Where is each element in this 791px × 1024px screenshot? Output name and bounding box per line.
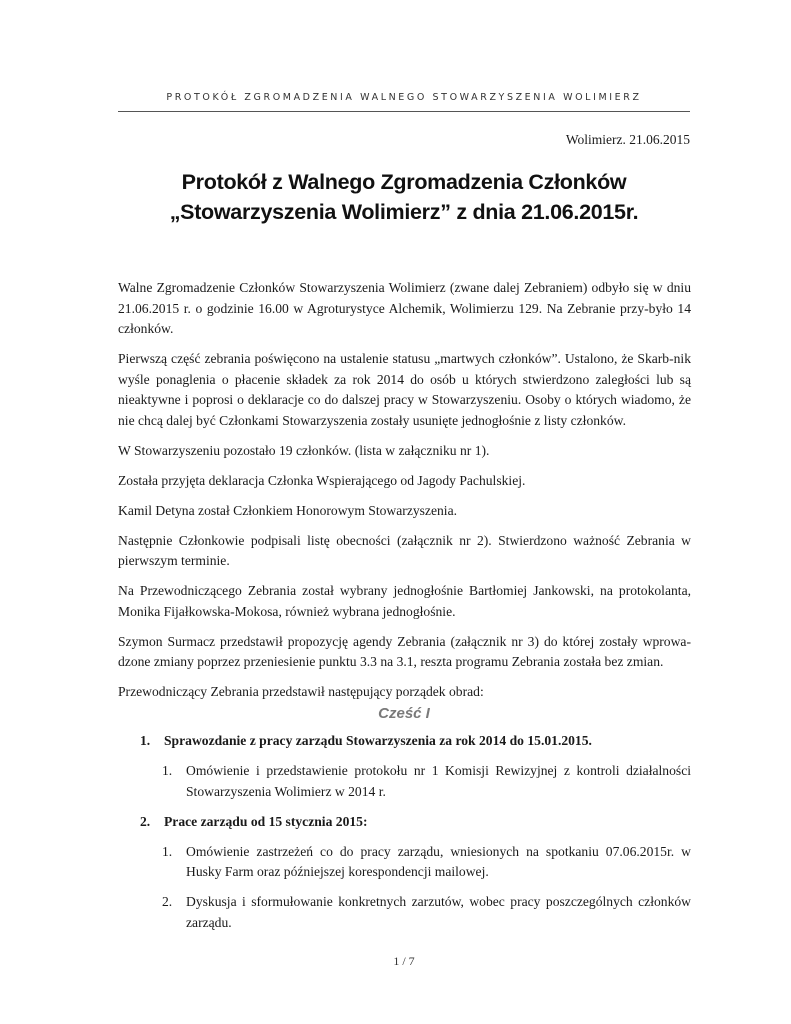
paragraph: Została przyjęta deklaracja Członka Wspierającego od Jagody Pachulskiej. [118,472,526,488]
title-line-2: „Stowarzyszenia Wolimierz” z dnia 21.06.2015r. [169,200,639,224]
agenda-list [118,731,691,943]
agenda-item-label: Sprawozdanie z pracy zarządu Stowarzyszenia za rok 2014 do 15.01.2015. [164,733,592,748]
agenda-subitem-text: Omówienie zastrzeżeń co do pracy zarządu, wniesionych na spotkaniu 07.06.2015r. w Husky Farm oraz późniejszej korespondencji mailowej. [186,843,691,879]
paragraph: Pierwszą część zebrania poświęcono na ustalenie statusu „martwych członków”. Ustalono, że Skarb-nik wyśle ponaglenia o płacenie składek za rok 2014 do osób u których stwierdzono zaległości lub są nieaktywne i poprosi o deklaracje co do dalszej pracy w Stowarzyszeniu. Osoby o których wiadomo, że nie chcą dalej być Członkami Stowarzyszenia zostały usunięte jednogłośnie z listy członków. [118,351,691,428]
document-title [118,167,690,227]
agenda-subitem-number: 2. [162,894,173,909]
title-line-1: Protokół z Walnego Zgromadzenia Członków [181,170,627,194]
document-date: Wolimierz. 21.06.2015 [565,132,690,147]
agenda-item-number: 1. [140,733,151,748]
paragraph: Kamil Detyna został Członkiem Honorowym Stowarzyszenia. [118,502,458,518]
agenda-subitem [118,842,691,883]
running-header: PROTOKÓŁ ZGROMADZENIA WALNEGO STOWARZYSZENIA WOLIMIERZ [166,92,642,103]
page-number: 1 / 7 [393,954,415,968]
document-body [118,278,691,712]
agenda-subitem-number: 1. [162,763,173,778]
paragraph: W Stowarzyszeniu pozostało 19 członków. (lista w załączniku nr 1). [118,442,490,458]
paragraph: Walne Zgromadzenie Członków Stowarzyszenia Wolimierz (zwane dalej Zebraniem) odbyło się w dniu 21.06.2015 r. o godzinie 16.00 w Agroturystyce Alchemik, Wolimierzu 129. Na Zebranie przy-było 14 członków. [118,280,691,336]
header-divider [118,111,690,112]
paragraph: Następnie Członkowie podpisali listę obecności (załącznik nr 2). Stwierdzono ważność Zebrania w pierwszym terminie. [118,532,691,568]
agenda-item [118,731,691,752]
agenda-item-number: 2. [140,813,151,829]
agenda-subitem-text: Omówienie i przedstawienie protokołu nr 1 Komisji Rewizyjnej z kontroli działalności Stowarzyszenia Wolimierz w 2014 r. [186,763,691,799]
paragraph: Szymon Surmacz przedstawił propozycję agendy Zebrania (załącznik nr 3) do której zostały wprowa-dzone zmiany poprzez przeniesienie punktu 3.3 na 3.1, reszta programu Zebrania została bez zmian. [118,633,691,669]
agenda-item [118,812,691,833]
agenda-item-label: Prace zarządu od 15 stycznia 2015: [164,813,368,829]
agenda-subitem-text: Dyskusja i sformułowanie konkretnych zarzutów, wobec pracy poszczególnych członków zarządu. [186,894,691,930]
paragraph: Przewodniczący Zebrania przedstawił następujący porządek obrad: [118,684,484,699]
agenda-subitem [118,892,691,933]
paragraph: Na Przewodniczącego Zebrania został wybrany jednogłośnie Bartłomiej Jankowski, na protokolanta, Monika Fijałkowska-Mokosa, również wybrana jednogłośnie. [118,583,691,619]
agenda-subitem-number: 1. [162,843,173,859]
part-heading: Cześć I [378,705,430,722]
agenda-subitem [118,761,691,802]
